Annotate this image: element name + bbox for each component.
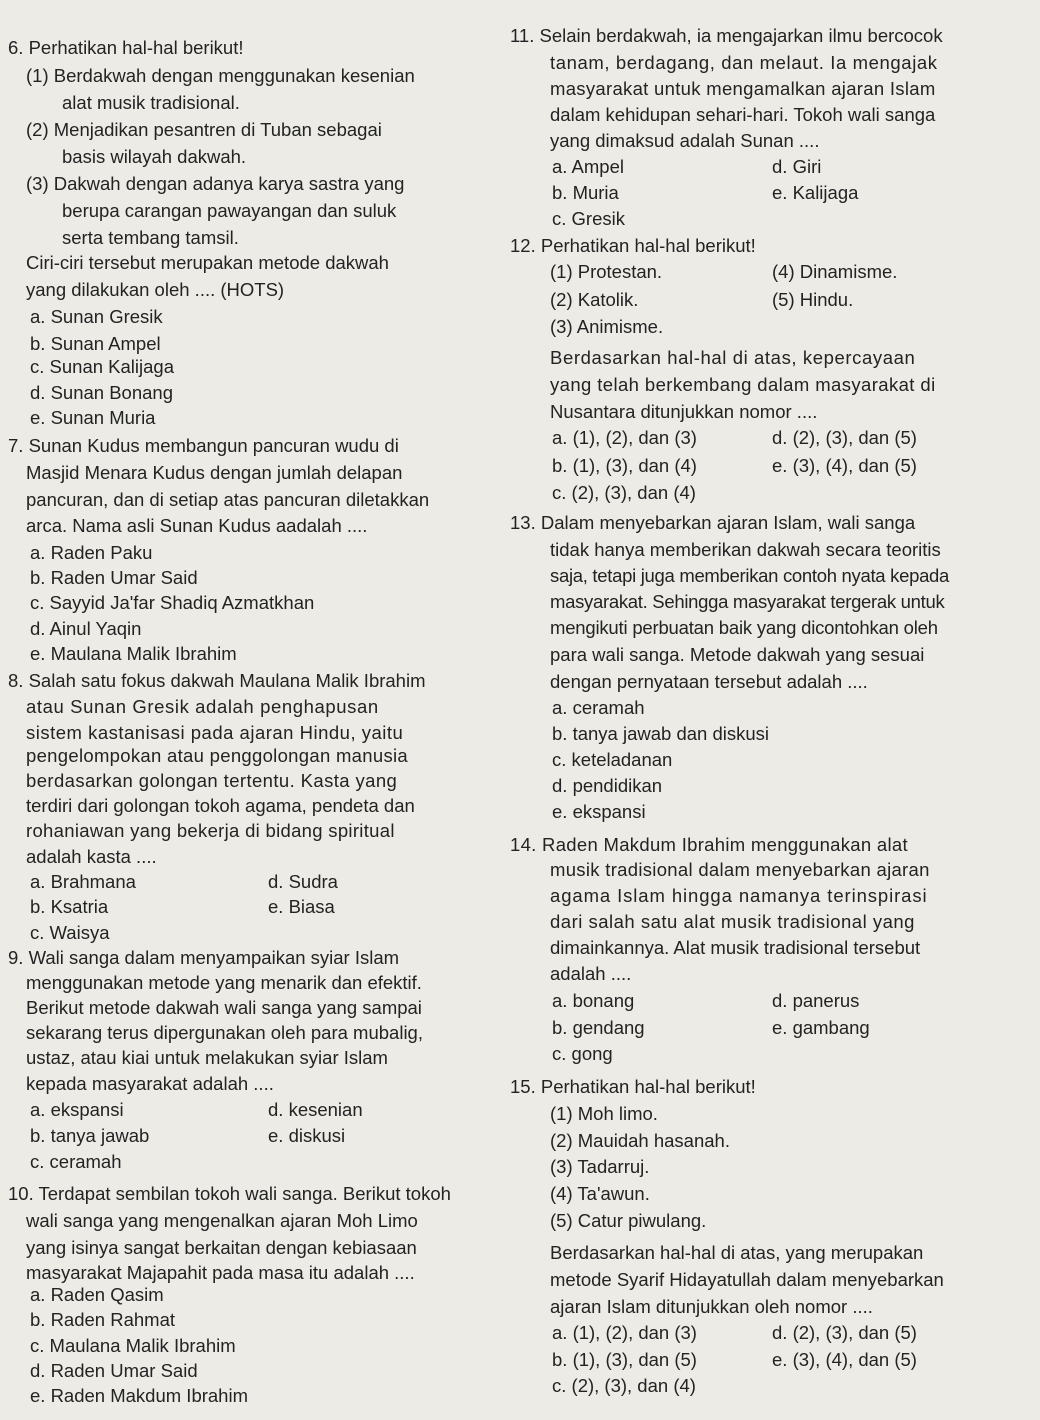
q14-stem-4: dari salah satu alat musik tradisional yang [550, 911, 915, 932]
q13-stem-1: 13. Dalam menyebarkan ajaran Islam, wali sanga [510, 512, 916, 533]
q6-opt-d: d. Sunan Bonang [30, 382, 173, 403]
q12-opt-b: b. (1), (3), dan (4) [552, 455, 697, 476]
q14-stem-3: agama Islam hingga namanya terinspirasi [550, 885, 928, 906]
q10-stem-1: 10. Terdapat sembilan tokoh wali sanga. Berikut tokoh [8, 1183, 451, 1204]
q12-stem-1: 12. Perhatikan hal-hal berikut! [510, 235, 756, 256]
q7-stem-2: Masjid Menara Kudus dengan jumlah delapan [26, 462, 403, 483]
q9-opt-e: e. diskusi [268, 1125, 346, 1146]
q10-stem-3: yang isinya sangat berkaitan dengan kebiasaan [26, 1237, 417, 1258]
q11-opt-a: a. Ampel [552, 156, 624, 177]
q15-item5: (5) Catur piwulang. [550, 1210, 707, 1231]
q11-opt-d: d. Giri [772, 156, 822, 177]
q10-opt-a: a. Raden Qasim [30, 1284, 164, 1305]
q8-stem-8: adalah kasta .... [26, 846, 157, 867]
q6-opt-b: b. Sunan Ampel [30, 333, 161, 354]
q12-item4: (4) Dinamisme. [772, 261, 898, 282]
q14-stem-2: musik tradisional dalam menyebarkan ajaran [550, 859, 930, 880]
q15-item1: (1) Moh limo. [550, 1103, 658, 1124]
q7-opt-a: a. Raden Paku [30, 542, 153, 563]
q10-stem-2: wali sanga yang mengenalkan ajaran Moh Limo [26, 1210, 418, 1231]
q9-stem-4: sekarang terus dipergunakan oleh para mubalig, [26, 1022, 423, 1043]
q13-stem-2: tidak hanya memberikan dakwah secara teoritis [550, 539, 941, 560]
q12-opt-c: c. (2), (3), dan (4) [552, 482, 696, 503]
q14-opt-d: d. panerus [772, 990, 860, 1011]
q9-opt-a: a. ekspansi [30, 1099, 124, 1120]
q13-opt-e: e. ekspansi [552, 801, 646, 822]
q6-stem-1: 6. Perhatikan hal-hal berikut! [8, 37, 244, 58]
q11-opt-c: c. Gresik [552, 208, 625, 229]
q9-stem-5: ustaz, atau kiai untuk melakukan syiar Islam [26, 1047, 388, 1068]
q11-stem-5: yang dimaksud adalah Sunan .... [550, 130, 820, 151]
q15-item2: (2) Mauidah hasanah. [550, 1130, 730, 1151]
q12-item2: (2) Katolik. [550, 289, 639, 310]
q10-opt-d: d. Raden Umar Said [30, 1360, 198, 1381]
q9-opt-d: d. kesenian [268, 1099, 363, 1120]
q13-opt-c: c. keteladanan [552, 749, 673, 770]
q11-opt-e: e. Kalijaga [772, 182, 859, 203]
q9-stem-3: Berikut metode dakwah wali sanga yang sampai [26, 997, 422, 1018]
q6-item2-b: basis wilayah dakwah. [62, 146, 247, 167]
q12-opt-e: e. (3), (4), dan (5) [772, 455, 917, 476]
q8-opt-e: e. Biasa [268, 896, 335, 917]
q7-opt-e: e. Maulana Malik Ibrahim [30, 643, 237, 664]
q11-stem-4: dalam kehidupan sehari-hari. Tokoh wali sanga [550, 104, 936, 125]
q15-opt-d: d. (2), (3), dan (5) [772, 1322, 917, 1343]
q6-prompt-1: Ciri-ciri tersebut merupakan metode dakwah [26, 252, 389, 273]
q6-item1-b: alat musik tradisional. [62, 92, 240, 113]
q8-opt-d: d. Sudra [268, 871, 338, 892]
q15-item3: (3) Tadarruj. [550, 1156, 650, 1177]
q8-stem-7: rohaniawan yang bekerja di bidang spiritual [26, 820, 395, 841]
q6-item3-c: serta tembang tamsil. [62, 227, 239, 248]
q14-stem-5: dimainkannya. Alat musik tradisional tersebut [550, 937, 921, 958]
q11-opt-b: b. Muria [552, 182, 619, 203]
q6-opt-a: a. Sunan Gresik [30, 306, 163, 327]
q14-opt-e: e. gambang [772, 1017, 870, 1038]
q12-prompt-3: Nusantara ditunjukkan nomor .... [550, 401, 818, 422]
q15-stem-1: 15. Perhatikan hal-hal berikut! [510, 1076, 756, 1097]
q6-item3-a: (3) Dakwah dengan adanya karya sastra yang [26, 173, 405, 194]
q6-item1-a: (1) Berdakwah dengan menggunakan kesenian [26, 65, 415, 86]
q6-item2-a: (2) Menjadikan pesantren di Tuban sebagai [26, 119, 382, 140]
q13-stem-6: para wali sanga. Metode dakwah yang sesuai [550, 644, 925, 665]
q15-prompt-1: Berdasarkan hal-hal di atas, yang merupakan [550, 1242, 924, 1263]
q9-stem-2: menggunakan metode yang menarik dan efektif. [26, 972, 422, 993]
q13-stem-5: mengikuti perbuatan baik yang dicontohkan oleh [550, 617, 938, 638]
q8-opt-a: a. Brahmana [30, 871, 136, 892]
q6-item3-b: berupa carangan pawayangan dan suluk [62, 200, 397, 221]
q8-opt-b: b. Ksatria [30, 896, 109, 917]
q7-stem-1: 7. Sunan Kudus membangun pancuran wudu di [8, 435, 399, 456]
q9-stem-1: 9. Wali sanga dalam menyampaikan syiar Islam [8, 947, 400, 968]
q10-stem-4: masyarakat Majapahit pada masa itu adalah .... [26, 1262, 415, 1283]
q12-opt-a: a. (1), (2), dan (3) [552, 427, 697, 448]
q7-stem-3: pancuran, dan di setiap atas pancuran diletakkan [26, 489, 430, 510]
q13-stem-7: dengan pernyataan tersebut adalah .... [550, 671, 868, 692]
q13-stem-3: saja, tetapi juga memberikan contoh nyata kepada [550, 565, 950, 586]
q7-opt-b: b. Raden Umar Said [30, 567, 198, 588]
q8-stem-6: terdiri dari golongan tokoh agama, pendeta dan [26, 795, 415, 816]
q7-opt-d: d. Ainul Yaqin [30, 618, 142, 639]
q8-opt-c: c. Waisya [30, 922, 110, 943]
q11-stem-3: masyarakat untuk mengamalkan ajaran Islam [550, 78, 936, 99]
q10-opt-b: b. Raden Rahmat [30, 1309, 176, 1330]
q14-opt-a: a. bonang [552, 990, 635, 1011]
q13-opt-d: d. pendidikan [552, 775, 663, 796]
q12-opt-d: d. (2), (3), dan (5) [772, 427, 917, 448]
q11-stem-2: tanam, berdagang, dan melaut. Ia mengajak [550, 52, 938, 73]
q14-stem-6: adalah .... [550, 963, 632, 984]
q15-opt-b: b. (1), (3), dan (5) [552, 1349, 697, 1370]
q15-opt-a: a. (1), (2), dan (3) [552, 1322, 697, 1343]
q14-opt-b: b. gendang [552, 1017, 645, 1038]
q15-prompt-2: metode Syarif Hidayatullah dalam menyebarkan [550, 1269, 944, 1290]
q15-opt-c: c. (2), (3), dan (4) [552, 1375, 696, 1396]
q11-stem-1: 11. Selain berdakwah, ia mengajarkan ilmu bercocok [510, 25, 943, 46]
q15-opt-e: e. (3), (4), dan (5) [772, 1349, 917, 1370]
q6-prompt-2: yang dilakukan oleh .... (HOTS) [26, 279, 285, 300]
q8-stem-3: sistem kastanisasi pada ajaran Hindu, yaitu [26, 722, 404, 743]
q14-opt-c: c. gong [552, 1043, 613, 1064]
q7-stem-4: arca. Nama asli Sunan Kudus aadalah .... [26, 515, 368, 536]
q13-opt-a: a. ceramah [552, 697, 645, 718]
q12-prompt-2: yang telah berkembang dalam masyarakat di [550, 374, 936, 395]
q6-opt-c: c. Sunan Kalijaga [30, 356, 174, 377]
q12-prompt-1: Berdasarkan hal-hal di atas, kepercayaan [550, 347, 916, 368]
q15-prompt-3: ajaran Islam ditunjukkan oleh nomor .... [550, 1296, 873, 1317]
q15-item4: (4) Ta'awun. [550, 1183, 650, 1204]
q8-stem-1: 8. Salah satu fokus dakwah Maulana Malik Ibrahim [8, 670, 426, 691]
q10-opt-e: e. Raden Makdum Ibrahim [30, 1385, 248, 1406]
q8-stem-5: berdasarkan golongan tertentu. Kasta yang [26, 770, 398, 791]
q6-opt-e: e. Sunan Muria [30, 407, 156, 428]
q9-opt-c: c. ceramah [30, 1151, 122, 1172]
q13-opt-b: b. tanya jawab dan diskusi [552, 723, 769, 744]
q9-stem-6: kepada masyarakat adalah .... [26, 1073, 274, 1094]
q9-opt-b: b. tanya jawab [30, 1125, 150, 1146]
q13-stem-4: masyarakat. Sehingga masyarakat tergerak untuk [550, 591, 945, 612]
q12-item3: (3) Animisme. [550, 316, 664, 337]
q8-stem-2: atau Sunan Gresik adalah penghapusan [26, 696, 379, 717]
q10-opt-c: c. Maulana Malik Ibrahim [30, 1335, 236, 1356]
q7-opt-c: c. Sayyid Ja'far Shadiq Azmatkhan [30, 592, 315, 613]
q12-item5: (5) Hindu. [772, 289, 854, 310]
q12-item1: (1) Protestan. [550, 261, 663, 282]
q14-stem-1: 14. Raden Makdum Ibrahim menggunakan alat [510, 834, 908, 855]
q8-stem-4: pengelompokan atau penggolongan manusia [26, 745, 408, 766]
